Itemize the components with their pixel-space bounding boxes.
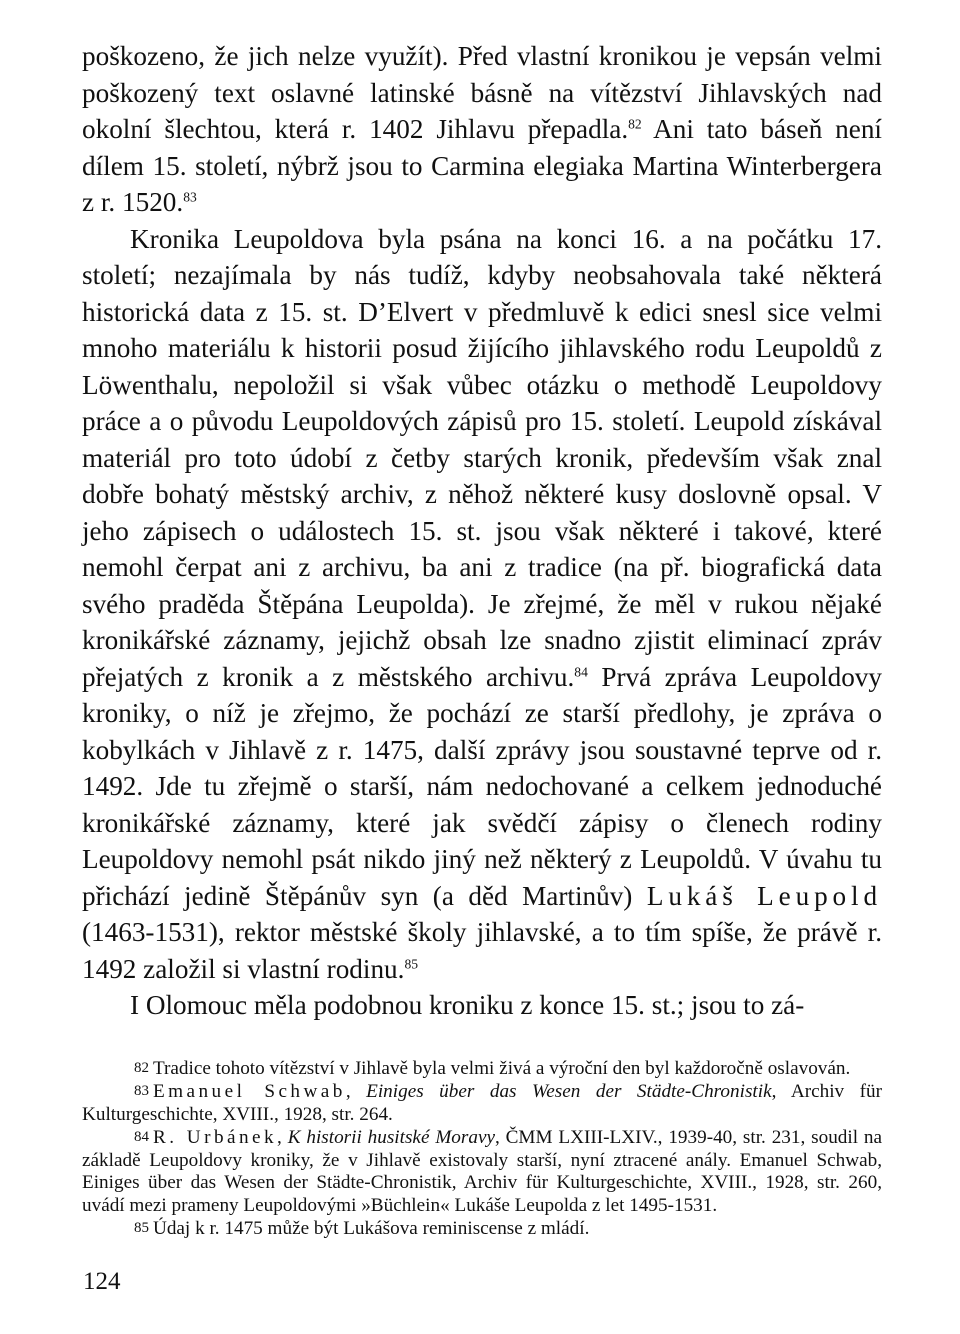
paragraph-2 (82, 221, 882, 988)
paragraph-2-text-b: Prvá zpráva Leupoldovy kroniky, o níž je zřejmo, že pochází ze starší předlohy, je zpráva o kobylkách v Jihlavě z r. 1475, další zprávy jsou soustavné teprve od r. 1492. Jde tu zřejmě o starší, nám nedochované a celkem jednoduché kronikářské záznamy, které jak svědčí zápisy o členech rodiny Leupoldovy nemohl psát nikdo jiný než některý z Leupoldů. V úvahu tu přichází jedině Štěpánův syn (a děd Martinův) (82, 661, 882, 911)
footnote-author: Emanuel Schwab (152, 1081, 346, 1103)
footnote-ref-84[interactable]: 84 (574, 663, 588, 679)
paragraph-3 (82, 987, 882, 1024)
footnote-ref-83[interactable]: 83 (183, 189, 197, 205)
footnote-84 (82, 1126, 882, 1217)
footnote-rest: , Archiv für Kulturgeschichte, XVIII., 1928, str. 264. (82, 1081, 882, 1125)
footnote-ref-85[interactable]: 85 (404, 955, 419, 971)
paragraph-2-text-a: Kronika Leupoldova byla psána na konci 16. a na počátku 17. století; nezajímala by nás tudíž, kdyby neobsahovala také některá historická data z 15. st. D’Elvert v předmluvě k edici snesl sice velmi mnoho materiálu k historii posud žijícího jihlavského rodu Leupoldů z Löwenthalu, nepoložil si však vůbec otázku o methodě Leupoldovy práce a o původu Leupoldových zápisů pro 15. století. Leupold získával materiál pro toto údobí z četby starých kronik, především však znal dobře bohatý městský archiv, z něhož některé kusy doslovně opsal. V jeho zápisech o událostech 15. st. jsou však některé i takové, které nemohl čerpat ani z archivu, ba ani z tradice (na př. biografická data svého praděda Štěpána Leupolda). Je zřejmé, že měl v rukou nějaké kronikářské záznamy, jejichž obsah lze snadno zjistit eliminací zpráv přejatých z kronik a z městského archivu. (82, 223, 882, 692)
main-text (82, 38, 882, 1024)
paragraph-1-text-a: poškozeno, že jich nelze využít). Před vlastní kronikou je vepsán velmi poškozený text oslavné latinské básně na vítězství Jihlavských nad okolní šlechtou, která r. 1402 Jihlavu přepadla. (82, 41, 882, 144)
footnote-author: R. Urbánek (152, 1127, 278, 1149)
footnote-text: Údaj k r. 1475 může být Lukášova reminiscense z mládí. (152, 1218, 590, 1240)
paragraph-1 (82, 38, 882, 221)
paragraph-1-text-b: Ani tato báseň není dílem 15. století, nýbrž jsou to Carmina elegiaka Martina Winterbergera z r. 1520. (82, 114, 882, 217)
footnote-83 (82, 1080, 882, 1126)
footnote-85 (82, 1217, 882, 1241)
footnote-title: Einiges über das Wesen der Städte-Chronistik (366, 1081, 772, 1103)
footnote-82 (82, 1057, 882, 1081)
footnote-separator: , (345, 1081, 367, 1103)
footnote-rest: , ČMM LXIII-LXIV., 1939-40, str. 231, soudil na základě Leupoldovy kroniky, že v Jihlavě existovaly starší, nyní ztracené anály. Emanuel Schwab, Einiges über das Wesen der Städte-Chronistik, Archiv für Kulturgeschichte, XVIII., 1928, str. 260, uvádí mezi prameny Leupoldovými »Büchlein« Lukáše Leupolda z let 1495-1531. (82, 1127, 883, 1216)
footnotes (82, 1057, 882, 1241)
footnote-number: 85 (134, 1220, 149, 1237)
footnote-number: 82 (134, 1059, 149, 1076)
page-number: 124 (83, 1268, 121, 1295)
spaced-name: Lukáš Leupold (646, 880, 882, 911)
footnote-separator: , (277, 1127, 288, 1149)
footnote-ref-82[interactable]: 82 (628, 116, 642, 132)
paragraph-3-text: I Olomouc měla podobnou kroniku z konce 15. st.; jsou to zá- (130, 990, 805, 1020)
footnote-text: Tradice tohoto vítězství v Jihlavě byla velmi živá a výroční den byl každoročně oslavován. (152, 1057, 851, 1079)
footnote-number: 84 (134, 1129, 149, 1146)
page-content (82, 38, 882, 1241)
footnote-title: K historii husitské Moravy (287, 1127, 495, 1149)
footnote-number: 83 (134, 1083, 149, 1100)
paragraph-2-text-c: (1463-1531), rektor městské školy jihlavské, a to tím spíše, že právě r. 1492 založil si vlastní rodinu. (82, 917, 882, 984)
